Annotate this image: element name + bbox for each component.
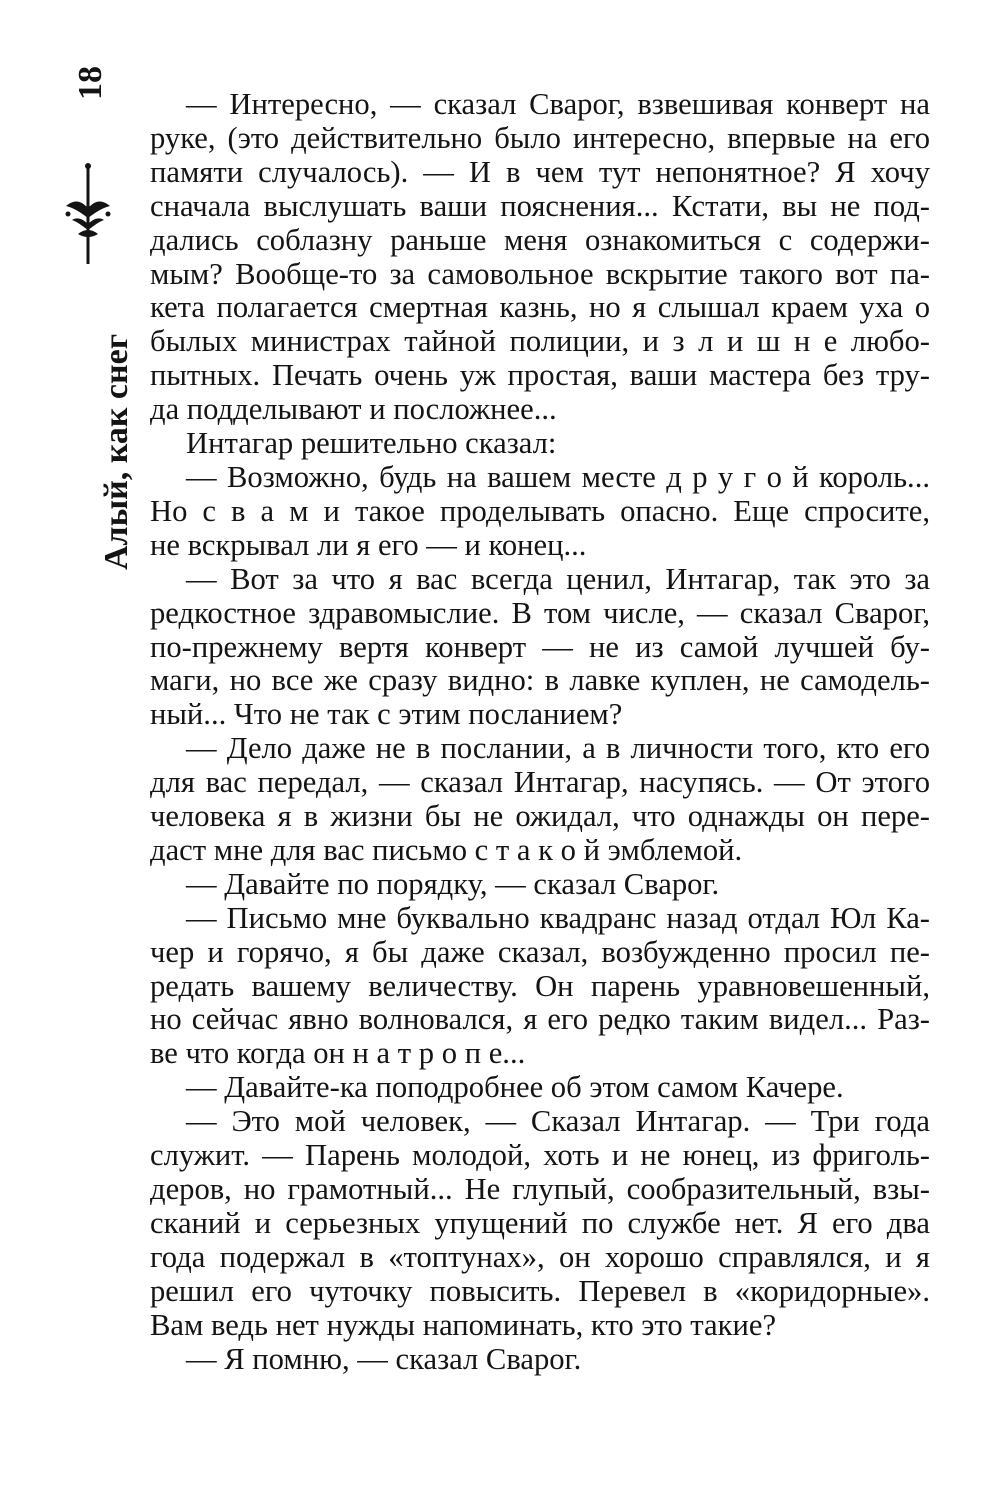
text-line: да подделывают и посложнее...: [150, 392, 557, 427]
running-title: Алый, как снег: [98, 333, 135, 570]
text-line: — Дело даже не в послании, а в личности того, кто его: [186, 731, 930, 766]
text-line: редать вашему величеству. Он парень уравновешенный,: [150, 968, 930, 1003]
text-line: по-прежнему вертя конверт — не из самой лучшей бу-: [150, 629, 930, 664]
text-line: не вскрывал ли я его — и конец...: [150, 527, 587, 562]
text-line: руке, (это действительно было интересно, впервые на его: [150, 120, 930, 155]
text-line: — Возможно, будь на вашем месте д р у г о й король...: [186, 459, 930, 494]
text-line: — Давайте-ка поподробнее об этом самом Качере.: [186, 1070, 844, 1105]
text-line: кета полагается смертная казнь, но я слышал краем уха о: [150, 290, 930, 325]
text-line: — Давайте по порядку, — сказал Сварог.: [186, 866, 720, 901]
body-text: [150, 88, 930, 1376]
text-line: даст мне для вас письмо с т а к о й эмблемой.: [150, 832, 743, 867]
sword-ornament-icon: [58, 160, 118, 270]
text-line: — Вот за что я вас всегда ценил, Интагар, так это за: [186, 561, 930, 596]
text-line: ный... Что не так с этим посланием?: [150, 697, 623, 732]
text-line: былых министрах тайной полиции, и з л и ш н е любо-: [150, 324, 930, 359]
text-line: ве что когда он н а т р о п е...: [150, 1036, 526, 1071]
text-line: дались соблазну раньше меня ознакомиться с содержи-: [150, 222, 930, 257]
text-line: — Интересно, — сказал Сварог, взвешивая конверт на: [186, 87, 930, 121]
text-line: деров, но грамотный... Не глупый, сообразительный, взы-: [150, 1172, 930, 1206]
text-line: служит. — Парень молодой, хоть и не юнец, из фриголь-: [150, 1138, 930, 1173]
text-line: маги, но все же сразу видно: в лавке куплен, не самодель-: [150, 663, 930, 698]
text-line: чер и горячо, я бы даже сказал, возбужденно просил пе-: [150, 934, 930, 969]
text-line: памяти случалось). — И в чем тут непонятное? Я хочу: [150, 154, 930, 189]
text-line: решил его чуточку повысить. Перевел в «коридорные».: [150, 1273, 930, 1308]
text-line: сначала выслушать ваши пояснения... Кстати, вы не под-: [150, 188, 930, 223]
text-line: но сейчас явно волновался, я его редко таким видел... Раз-: [150, 1002, 930, 1037]
text-line: — Это мой человек, — Сказал Интагар. — Три года: [186, 1104, 930, 1139]
text-line: — Я помню, — сказал Сварог.: [186, 1341, 582, 1376]
text-line: редкостное здравомыслие. В том числе, — сказал Сварог,: [150, 595, 930, 630]
text-line: Вам ведь нет нужды напоминать, кто это такие?: [150, 1307, 777, 1342]
text-line: года подержал в «топтунах», он хорошо справлялся, и я: [150, 1239, 930, 1274]
text-line: пытных. Печать очень уж простая, ваши мастера без тру-: [150, 358, 930, 393]
text-line: Но с в а м и такое проделывать опасно. Еще спросите,: [150, 493, 930, 528]
page-number: 18: [72, 66, 109, 100]
text-line: — Письмо мне буквально квадранс назад отдал Юл Ка-: [186, 900, 930, 935]
text-line: сканий и серьезных упущений по службе нет. Я его два: [150, 1205, 930, 1240]
text-line: Интагар решительно сказал:: [186, 426, 557, 461]
text-line: мым? Вообще-то за самовольное вскрытие такого вот па-: [150, 256, 930, 291]
text-line: для вас передал, — сказал Интагар, насупясь. — От этого: [150, 765, 930, 800]
text-line: человека я в жизни бы не ожидал, что однажды он пере-: [150, 799, 930, 834]
